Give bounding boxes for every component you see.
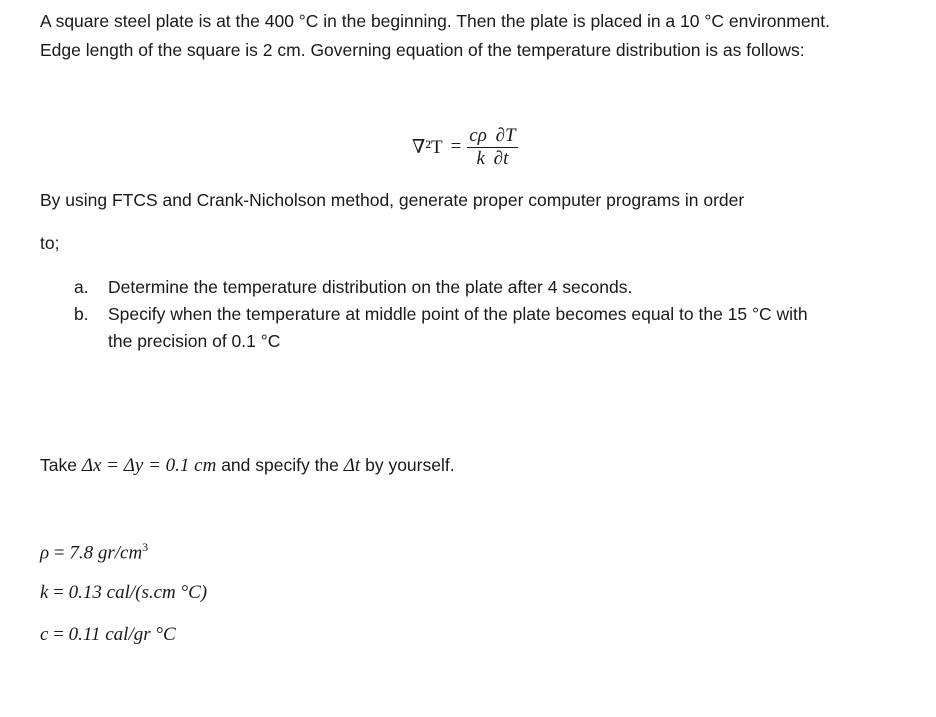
- step-end: by yourself.: [365, 455, 455, 475]
- step-math: Δx = Δy = 0.1 cm: [81, 455, 217, 476]
- task-marker: b.: [74, 304, 89, 324]
- constant-conductivity: k = 0.13 cal/(s.cm °C): [40, 582, 208, 603]
- constant-symbol: k: [40, 582, 49, 603]
- method-line-1: By using FTCS and Crank-Nicholson method, generate proper computer programs in order: [40, 190, 745, 210]
- constant-value: 7.8 gr/cm: [69, 542, 143, 564]
- step-size-line: [40, 455, 455, 477]
- constant-exponent: 3: [142, 540, 149, 554]
- constant-specific-heat: c = 0.11 cal/gr °C: [40, 624, 176, 645]
- task-text: Determine the temperature distribution on the plate after 4 seconds.: [108, 277, 633, 297]
- task-item: [74, 274, 808, 301]
- task-marker: a.: [74, 277, 89, 297]
- constant-value: 0.13 cal/(s.cm °C): [68, 582, 208, 603]
- equation-fraction: [467, 125, 517, 170]
- task-text: Specify when the temperature at middle point of the plate becomes equal to the 15 °C with the precision of 0.1 °C: [108, 304, 808, 351]
- governing-equation: [412, 120, 518, 174]
- equation-lhs: ∇²T: [412, 136, 443, 158]
- task-list: [74, 274, 808, 355]
- equation-numerator: cρ ∂T: [469, 124, 516, 146]
- step-dt: Δt: [343, 455, 361, 476]
- equation-equals: =: [450, 136, 462, 157]
- constant-density: ρ = 7.8 $gr/cm^3$: [40, 540, 149, 564]
- method-line-2: to;: [40, 233, 60, 253]
- constant-symbol: c: [40, 624, 49, 645]
- intro-line-1: A square steel plate is at the 400 °C in the beginning. Then the plate is placed in a 10 °C environment.: [40, 11, 831, 31]
- equation-denominator: k ∂t: [476, 147, 509, 169]
- constant-value: 0.11 cal/gr °C: [68, 624, 176, 645]
- step-suffix: and specify the: [221, 455, 339, 475]
- constant-symbol: ρ: [40, 542, 50, 564]
- task-item: [74, 301, 808, 355]
- intro-line-2: Edge length of the square is 2 cm. Governing equation of the temperature distribution is as follows:: [40, 40, 805, 60]
- step-prefix: Take: [40, 455, 77, 475]
